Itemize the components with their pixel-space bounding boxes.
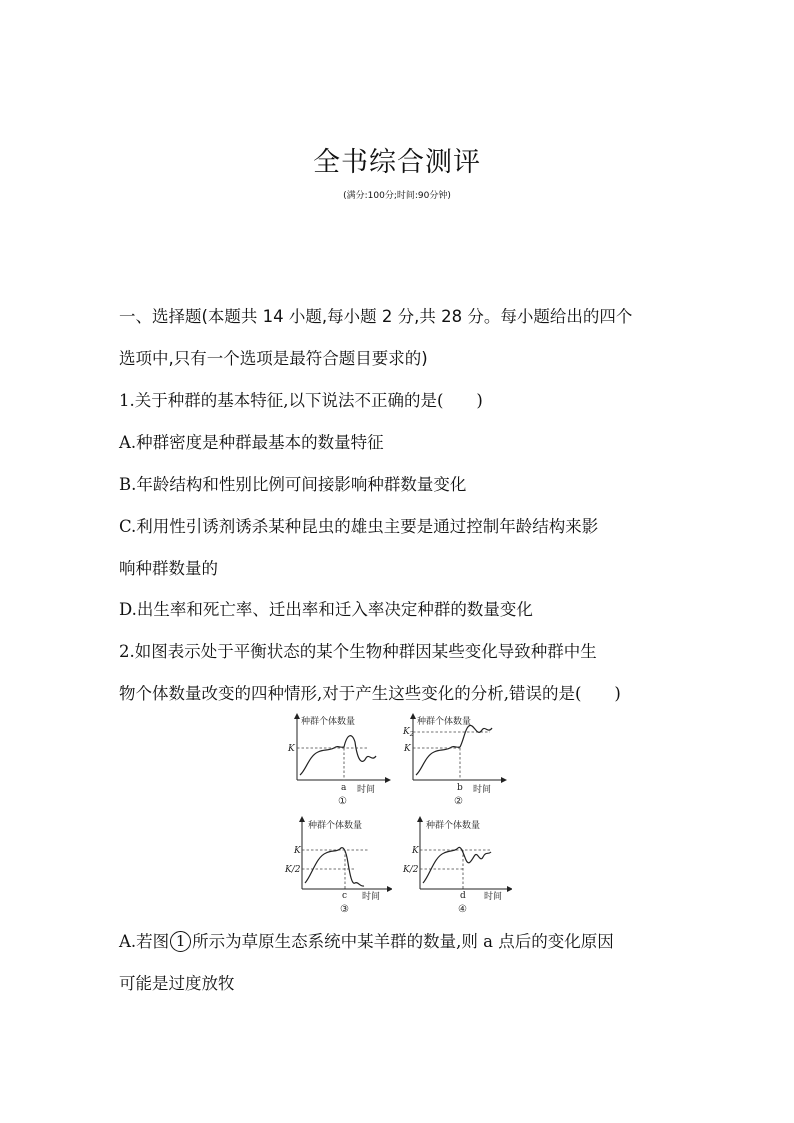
time-label: 时间 bbox=[362, 892, 381, 902]
page-title: 全书综合测评 bbox=[313, 147, 481, 178]
k2-label: $K_2$ bbox=[403, 727, 414, 738]
k-label: K bbox=[288, 744, 295, 754]
point-d-label: d bbox=[460, 891, 466, 901]
time-label: 时间 bbox=[357, 785, 376, 795]
question-2-option-a-cont: 可能是过度放牧 bbox=[119, 974, 235, 993]
section-heading: 一、选择题(本题共 14 小题,每小题 2 分,共 28 分。每小题给出的四个 bbox=[119, 307, 633, 326]
question-1-option-c: C.利用性引诱剂诱杀某种昆虫的雄虫主要是通过控制年龄结构来影 bbox=[119, 517, 599, 536]
k-half-label: K/2 bbox=[285, 865, 301, 875]
option-a-prefix: A.若图 bbox=[119, 932, 170, 951]
graph-caption-2: ② bbox=[454, 796, 463, 807]
population-graph-4 bbox=[400, 815, 512, 917]
question-1-option-c-cont: 响种群数量的 bbox=[119, 559, 218, 578]
section-heading-cont: 选项中,只有一个选项是最符合题目要求的) bbox=[119, 349, 428, 368]
point-b-label: b bbox=[457, 783, 463, 793]
figure-ref-circle: 1 bbox=[170, 931, 191, 952]
question-1-option-b: B.年龄结构和性别比例可间接影响种群数量变化 bbox=[119, 475, 467, 494]
population-curve bbox=[300, 736, 376, 775]
question-2-option-a bbox=[119, 928, 614, 952]
y-axis-label: 种群个体数量 bbox=[301, 717, 356, 727]
option-a-text: 所示为草原生态系统中某羊群的数量,则 a 点后的变化原因 bbox=[192, 932, 614, 951]
population-graph-1 bbox=[282, 712, 392, 808]
y-axis-label: 种群个体数量 bbox=[417, 717, 472, 727]
question-1-option-d: D.出生率和死亡率、迁出率和迁入率决定种群的数量变化 bbox=[119, 600, 533, 619]
time-label: 时间 bbox=[484, 892, 503, 902]
y-axis-label: 种群个体数量 bbox=[308, 821, 363, 831]
k-label: K bbox=[404, 744, 411, 754]
k-half-label: K/2 bbox=[403, 865, 419, 875]
graph-caption-3: ③ bbox=[340, 904, 349, 915]
exam-info: (满分:100分;时间:90分钟) bbox=[343, 191, 451, 201]
time-label: 时间 bbox=[473, 785, 492, 795]
population-curve bbox=[416, 725, 492, 775]
question-1-stem: 1.关于种群的基本特征,以下说法不正确的是( ) bbox=[119, 391, 483, 410]
point-c-label: c bbox=[342, 891, 348, 901]
question-2-stem-cont: 物个体数量改变的四种情形,对于产生这些变化的分析,错误的是( ) bbox=[119, 684, 621, 703]
question-1-option-a: A.种群密度是种群最基本的数量特征 bbox=[119, 433, 384, 452]
population-curve bbox=[305, 848, 364, 886]
question-2-stem: 2.如图表示处于平衡状态的某个生物种群因某些变化导致种群中生 bbox=[119, 642, 597, 661]
y-axis-label: 种群个体数量 bbox=[426, 821, 481, 831]
population-graph-3 bbox=[282, 815, 392, 917]
population-graph-2 bbox=[398, 712, 508, 808]
graph-caption-4: ④ bbox=[458, 904, 467, 915]
population-curve bbox=[423, 847, 491, 883]
k-label: K bbox=[294, 846, 301, 856]
k-label: K bbox=[412, 846, 419, 856]
graph-caption-1: ① bbox=[338, 796, 347, 807]
point-a-label: a bbox=[341, 783, 347, 793]
